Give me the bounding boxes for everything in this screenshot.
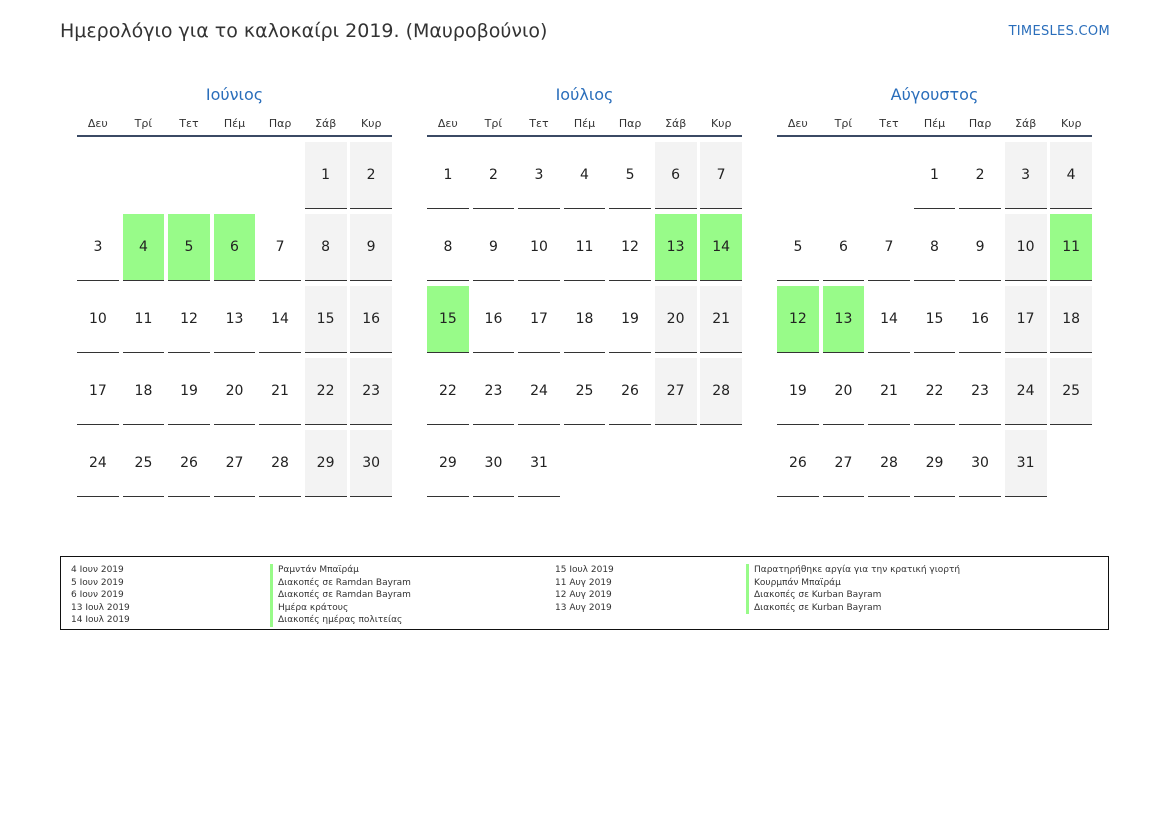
legend-description: Διακοπές σε Ramdan Bayram <box>270 589 411 602</box>
day-cell: 9 <box>473 214 515 281</box>
page-title: Ημερολόγιο για το καλοκαίρι 2019. (Μαυροβούνιο) <box>60 20 548 42</box>
day-cell: 28 <box>259 430 301 497</box>
day-cell: 22 <box>914 358 956 425</box>
legend-description: Διακοπές σε Kurban Bayram <box>746 602 960 615</box>
day-cell: 28 <box>700 358 742 425</box>
day-cell: 15 <box>427 286 469 353</box>
legend-descs-left <box>270 564 411 627</box>
legend-date: 12 Αυγ 2019 <box>555 590 612 600</box>
day-cell: 6 <box>655 142 697 209</box>
day-cell: 17 <box>1005 286 1047 353</box>
day-cell: 19 <box>609 286 651 353</box>
empty-day <box>123 142 165 209</box>
weekday-label: Κυρ <box>710 117 732 130</box>
empty-day <box>1050 430 1092 497</box>
legend-date: 13 Αυγ 2019 <box>555 602 612 613</box>
day-cell: 29 <box>427 430 469 497</box>
weekday-label: Τρί <box>134 117 153 130</box>
day-cell: 10 <box>77 286 119 353</box>
day-cell: 28 <box>868 430 910 497</box>
weekday-label: Κυρ <box>1060 117 1082 130</box>
week-row <box>77 286 392 353</box>
day-cell: 30 <box>959 430 1001 497</box>
legend-date: 5 Ιουν 2019 <box>71 577 124 588</box>
week-row <box>427 142 742 209</box>
weekday-label: Τρί <box>484 117 503 130</box>
empty-day <box>823 142 865 209</box>
legend-description: Κουρμπάν Μπαϊράμ <box>746 577 960 590</box>
day-cell: 7 <box>700 142 742 209</box>
day-cell: 21 <box>259 358 301 425</box>
weekday-label: Σάβ <box>1015 117 1037 130</box>
day-cell: 20 <box>823 358 865 425</box>
day-cell: 30 <box>350 430 392 497</box>
day-cell: 16 <box>959 286 1001 353</box>
day-cell: 23 <box>350 358 392 425</box>
week-row <box>427 286 742 353</box>
legend-dates-left <box>71 564 130 627</box>
day-cell: 17 <box>77 358 119 425</box>
weekday-header <box>777 113 1092 137</box>
day-cell: 2 <box>350 142 392 209</box>
day-cell: 17 <box>518 286 560 353</box>
legend-description: Ραμντάν Μπαϊράμ <box>270 564 411 577</box>
weekday-header <box>427 113 742 137</box>
day-cell: 16 <box>350 286 392 353</box>
day-cell: 29 <box>305 430 347 497</box>
day-cell: 1 <box>305 142 347 209</box>
day-cell: 31 <box>518 430 560 497</box>
legend-date: 15 Ιουλ 2019 <box>555 565 614 575</box>
day-cell: 20 <box>214 358 256 425</box>
weekday-label: Πέμ <box>223 117 246 130</box>
week-row <box>77 358 392 425</box>
legend-description: Διακοπές ημέρας πολιτείας <box>270 614 411 627</box>
day-cell: 15 <box>914 286 956 353</box>
day-cell: 6 <box>823 214 865 281</box>
day-cell: 22 <box>427 358 469 425</box>
day-cell: 12 <box>777 286 819 353</box>
legend-date: 4 Ιουν 2019 <box>71 565 124 575</box>
week-row <box>777 430 1092 497</box>
day-cell: 24 <box>1005 358 1047 425</box>
month-1 <box>427 84 742 502</box>
weekday-label: Παρ <box>268 117 292 130</box>
weekday-label: Τετ <box>879 117 899 130</box>
day-cell: 8 <box>427 214 469 281</box>
empty-day <box>777 142 819 209</box>
day-cell: 3 <box>77 214 119 281</box>
day-cell: 26 <box>168 430 210 497</box>
empty-day <box>214 142 256 209</box>
day-cell: 9 <box>350 214 392 281</box>
day-cell: 23 <box>473 358 515 425</box>
day-cell: 14 <box>259 286 301 353</box>
day-cell: 2 <box>959 142 1001 209</box>
day-cell: 24 <box>518 358 560 425</box>
empty-day <box>868 142 910 209</box>
weekday-label: Παρ <box>968 117 992 130</box>
weekday-label: Δευ <box>787 117 808 130</box>
day-cell: 25 <box>564 358 606 425</box>
month-title: Ιούλιος <box>555 85 614 104</box>
month-title: Αύγουστος <box>890 85 979 104</box>
legend-date: 14 Ιουλ 2019 <box>71 615 130 625</box>
weekday-label: Παρ <box>618 117 642 130</box>
weekday-label: Πέμ <box>923 117 946 130</box>
day-cell: 31 <box>1005 430 1047 497</box>
day-cell: 13 <box>655 214 697 281</box>
day-cell: 7 <box>259 214 301 281</box>
weekday-label: Δευ <box>437 117 458 130</box>
day-cell: 26 <box>609 358 651 425</box>
day-cell: 20 <box>655 286 697 353</box>
legend-date: 6 Ιουν 2019 <box>71 590 124 600</box>
weekday-header <box>77 113 392 137</box>
day-cell: 14 <box>868 286 910 353</box>
day-cell: 6 <box>214 214 256 281</box>
day-cell: 30 <box>473 430 515 497</box>
weekday-label: Σάβ <box>315 117 337 130</box>
weekday-label: Πέμ <box>573 117 596 130</box>
day-cell: 9 <box>959 214 1001 281</box>
week-row <box>777 214 1092 281</box>
week-row <box>427 430 742 497</box>
weekday-label: Τρί <box>834 117 853 130</box>
day-cell: 27 <box>823 430 865 497</box>
day-cell: 14 <box>700 214 742 281</box>
day-cell: 4 <box>1050 142 1092 209</box>
day-cell: 11 <box>564 214 606 281</box>
day-cell: 3 <box>1005 142 1047 209</box>
weekday-label: Τετ <box>179 117 199 130</box>
legend-date: 11 Αυγ 2019 <box>555 577 612 588</box>
day-cell: 12 <box>168 286 210 353</box>
empty-day <box>700 430 742 497</box>
day-cell: 11 <box>1050 214 1092 281</box>
weekday-label: Κυρ <box>360 117 382 130</box>
holiday-legend <box>60 556 1109 630</box>
week-row <box>427 214 742 281</box>
week-row <box>77 142 392 209</box>
day-cell: 16 <box>473 286 515 353</box>
site-link[interactable]: TIMESLES.COM <box>1008 24 1110 39</box>
day-cell: 27 <box>214 430 256 497</box>
day-cell: 22 <box>305 358 347 425</box>
week-row <box>427 358 742 425</box>
day-cell: 4 <box>123 214 165 281</box>
legend-description: Διακοπές σε Kurban Bayram <box>746 589 960 602</box>
day-cell: 1 <box>427 142 469 209</box>
empty-day <box>168 142 210 209</box>
day-cell: 8 <box>305 214 347 281</box>
day-cell: 10 <box>1005 214 1047 281</box>
day-cell: 13 <box>823 286 865 353</box>
day-cell: 10 <box>518 214 560 281</box>
legend-descs-right <box>746 564 960 614</box>
day-cell: 12 <box>609 214 651 281</box>
day-cell: 19 <box>777 358 819 425</box>
day-cell: 18 <box>123 358 165 425</box>
day-cell: 7 <box>868 214 910 281</box>
day-cell: 2 <box>473 142 515 209</box>
day-cell: 21 <box>868 358 910 425</box>
legend-description: Διακοπές σε Ramdan Bayram <box>270 577 411 590</box>
weekday-label: Σάβ <box>665 117 687 130</box>
day-cell: 27 <box>655 358 697 425</box>
day-cell: 11 <box>123 286 165 353</box>
day-cell: 25 <box>1050 358 1092 425</box>
week-row <box>777 286 1092 353</box>
day-cell: 13 <box>214 286 256 353</box>
day-cell: 5 <box>777 214 819 281</box>
week-row <box>777 142 1092 209</box>
legend-description: Παρατηρήθηκε αργία για την κρατική γιορτή <box>746 564 960 577</box>
day-cell: 4 <box>564 142 606 209</box>
day-cell: 3 <box>518 142 560 209</box>
day-cell: 18 <box>1050 286 1092 353</box>
day-cell: 21 <box>700 286 742 353</box>
day-cell: 18 <box>564 286 606 353</box>
day-cell: 5 <box>168 214 210 281</box>
empty-day <box>609 430 651 497</box>
day-cell: 25 <box>123 430 165 497</box>
day-cell: 15 <box>305 286 347 353</box>
weekday-label: Τετ <box>529 117 549 130</box>
day-cell: 26 <box>777 430 819 497</box>
month-0 <box>77 84 392 502</box>
weekday-label: Δευ <box>87 117 108 130</box>
month-2 <box>777 84 1092 502</box>
empty-day <box>564 430 606 497</box>
empty-day <box>259 142 301 209</box>
empty-day <box>77 142 119 209</box>
week-row <box>77 430 392 497</box>
day-cell: 24 <box>77 430 119 497</box>
month-title: Ιούνιος <box>205 85 264 104</box>
legend-dates-right <box>555 564 614 614</box>
empty-day <box>655 430 697 497</box>
day-cell: 23 <box>959 358 1001 425</box>
day-cell: 29 <box>914 430 956 497</box>
week-row <box>77 214 392 281</box>
week-row <box>777 358 1092 425</box>
legend-date: 13 Ιουλ 2019 <box>71 602 130 613</box>
legend-description: Ημέρα κράτους <box>270 602 411 615</box>
day-cell: 1 <box>914 142 956 209</box>
day-cell: 19 <box>168 358 210 425</box>
day-cell: 5 <box>609 142 651 209</box>
day-cell: 8 <box>914 214 956 281</box>
